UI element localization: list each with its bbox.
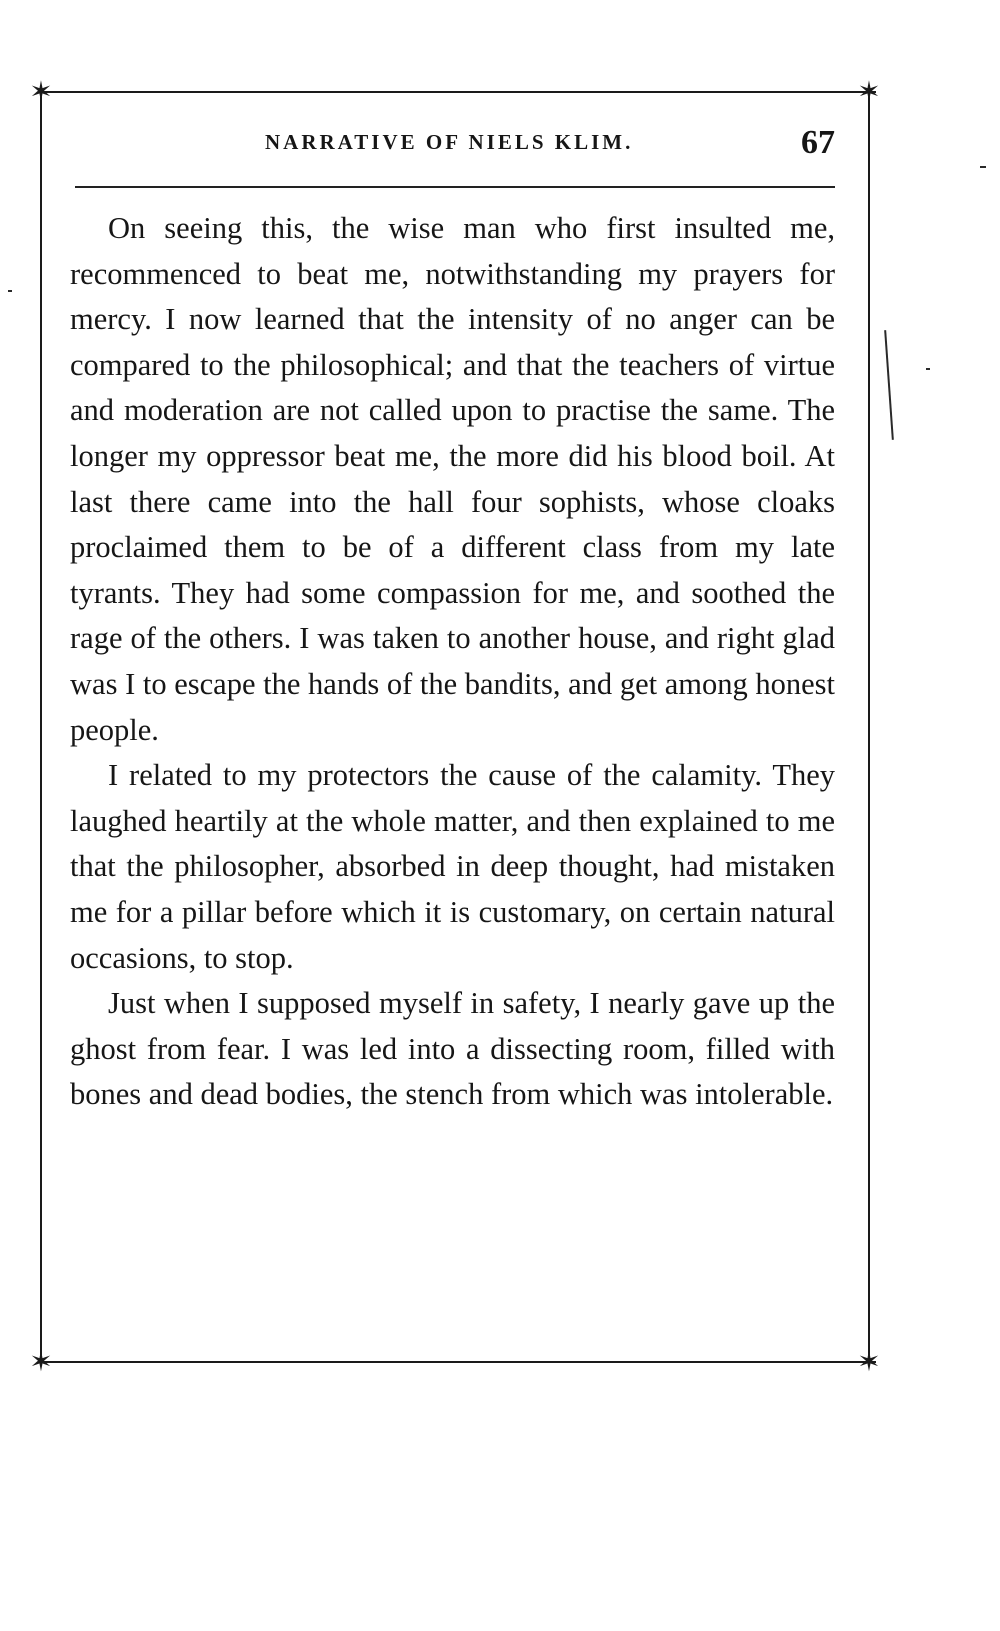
paragraph: Just when I supposed myself in safety, I nearly gave up the ghost from fear. I was led into a dissecting room, filled with bones and dead bodies, the stench from which was intolerable. — [70, 986, 835, 1112]
asterisk-ornament-icon: ✶ — [857, 1345, 881, 1378]
asterisk-ornament-icon: ✶ — [29, 1345, 53, 1378]
margin-mark — [884, 330, 894, 440]
header-rule — [75, 186, 835, 188]
asterisk-ornament-icon: ✶ — [857, 75, 881, 108]
body-text — [70, 206, 835, 1118]
margin-mark — [980, 166, 986, 168]
margin-mark — [8, 290, 12, 292]
frame-bottom-rule — [38, 1361, 876, 1363]
page-number: 67 — [801, 124, 835, 161]
paragraph: On seeing this, the wise man who first insulted me, recommenced to beat me, notwithstanding my prayers for mercy. I now learned that the intensity of no anger can be compared to the philosophical; and that the teachers of virtue and moderation are not called upon to practise the same. The longer my oppressor beat me, the more did his blood boil. At last there came into the hall four sophists, whose cloaks proclaimed them to be of a different class from my late tyrants. They had some compassion for me, and soothed the rage of the others. I was taken to another house, and right glad was I to escape the hands of the bandits, and get among honest people. — [70, 211, 835, 747]
frame-right-rule — [868, 91, 870, 1363]
asterisk-ornament-icon: ✶ — [29, 75, 53, 108]
frame-top-rule — [38, 91, 876, 93]
margin-mark — [926, 368, 930, 370]
running-header — [70, 124, 835, 164]
paragraph: I related to my protectors the cause of the calamity. They laughed heartily at the whole matter, and then explained to me that the philosopher, absorbed in deep thought, had mistaken me for a pillar before which it is customary, on certain natural occasions, to stop. — [70, 758, 835, 975]
header-title: NARRATIVE OF NIELS KLIM. — [265, 130, 634, 154]
frame-left-rule — [40, 91, 42, 1363]
